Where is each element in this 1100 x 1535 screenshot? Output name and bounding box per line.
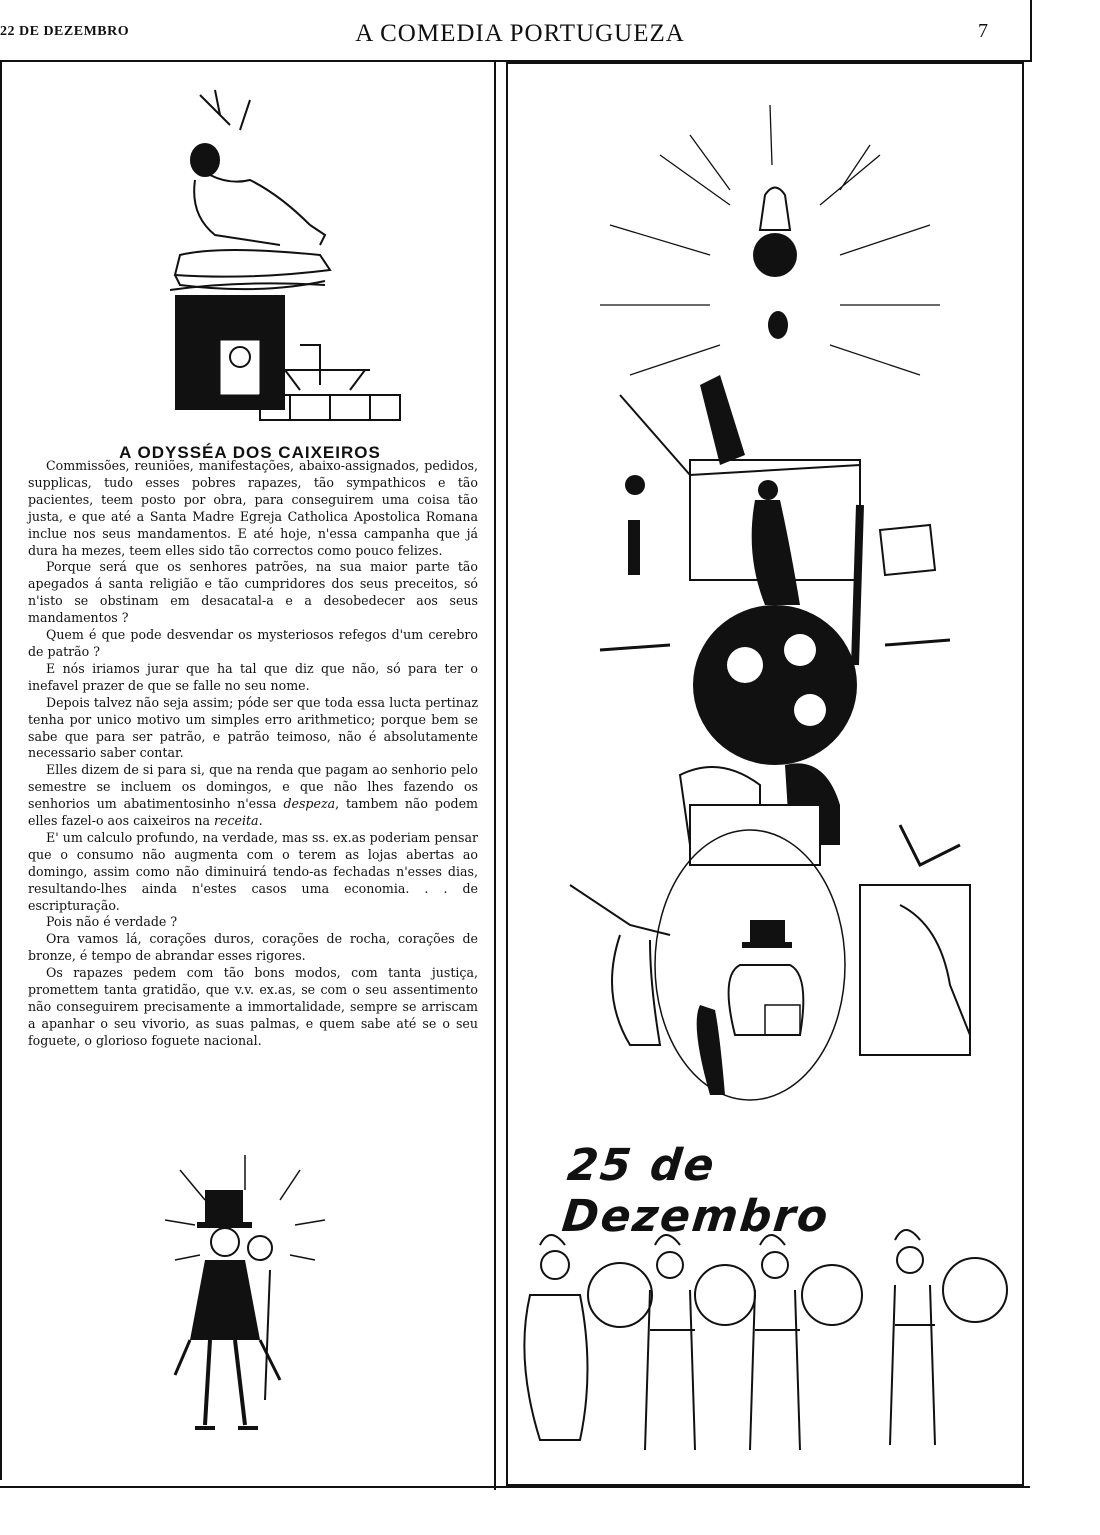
publication-title: A COMEDIA PORTUGUEZA	[355, 20, 685, 47]
paragraph-text: E' um calculo profundo, na verdade, mas ss. ex.as poderiam pensar que o consumo não augmenta com o terem as lojas abertas ao domingo, assim como não diminuirá tendo-as fechadas n'esses dias, resultando-lhes ainda n'estes casos uma economia. . . de escripturação.	[28, 829, 478, 913]
paragraph-text: Commissões, reuniões, manifestações, abaixo-assignados, pedidos, supplicas, tudo esses pobres rapazes, tão sympathicos e tão pacientes, teem posto por obra, para conseguirem uma coisa tão justa, e que até a Santa Madre Egreja Catholica Apostolica Romana inclue nos seus mandamentos. E até hoje, n'essa campanha que já dura ha mezes, teem elles sido tão correctos como pouco felizes.	[28, 458, 478, 558]
paragraph-text: Elles dizem de si para si, que na renda que pagam ao senhorio pelo semestre se incluem os domingos, e que não lhes fazendo os senhorios um abatimentosinho n'essa	[28, 762, 478, 812]
column-divider	[494, 60, 496, 1490]
paragraph-text: Quem é que pode desvendar os mysteriosos refegos d'um cerebro de patrão ?	[28, 627, 478, 659]
paragraph-text: , tambem não podem elles fazel-o aos caixeiros na	[28, 796, 478, 829]
article-paragraph	[28, 661, 478, 695]
christmas-heading	[559, 1140, 965, 1242]
paragraph-text: E nós iriamos jurar que ha tal que diz que não, só para ter o inefavel prazer de que se falle no seu nome.	[28, 660, 478, 693]
paragraph-text: Porque será que os senhores patrões, na sua maior parte tão apegados á santa religião e tão cumpridores dos seus preceitos, só n'isto se obstinam em desacatal-a e a desobedecer aos seus mandamentos ?	[28, 559, 478, 626]
paragraph-text: Ora vamos lá, corações duros, corações de rocha, corações de bronze, é tempo de abrandar esses rigores.	[28, 931, 478, 964]
left-column-rule	[0, 60, 2, 1480]
caixeiro-ledger-illustration	[160, 85, 410, 430]
article-body	[28, 458, 478, 1050]
article-paragraph	[28, 931, 478, 965]
cooks-carrying-geese-illustration	[510, 1220, 1020, 1470]
italic-word: despeza	[283, 796, 336, 812]
article-paragraph	[28, 965, 478, 1050]
gentleman-top-hat-illustration	[150, 1150, 340, 1460]
article-paragraph	[28, 695, 478, 763]
article-paragraph	[28, 762, 478, 830]
article-paragraph	[28, 458, 478, 559]
paragraph-text: Pois não é verdade ?	[46, 914, 178, 930]
issue-date: 22 DE DEZEMBRO	[0, 24, 130, 39]
italic-word: receita	[213, 813, 259, 829]
article-title: A ODYSSÉA DOS CAIXEIROS	[119, 443, 381, 463]
article-paragraph	[28, 559, 478, 627]
article-paragraph	[28, 627, 478, 661]
paragraph-text: .	[258, 813, 263, 829]
christmas-composition-illustration	[540, 105, 1010, 1125]
page-number: 7	[978, 20, 988, 42]
article-paragraph	[28, 830, 478, 915]
article-paragraph	[28, 914, 478, 931]
paragraph-text: Os rapazes pedem com tão bons modos, com tanta justiça, promettem tanta gratidão, que v.v. ex.as, se com o seu assentimento não conseguirem precisamente a immortalidade, sempre se arriscam a apanhar o seu vivorio, as suas palmas, e quem sabe até se o seu foguete, o glorioso foguete nacional.	[28, 965, 478, 1048]
bottom-rule	[0, 1486, 1030, 1488]
masthead	[0, 0, 1032, 62]
christmas-heading-text: 25 de Dezembro	[559, 1140, 833, 1242]
paragraph-text: Depois talvez não seja assim; póde ser que toda essa lucta pertinaz tenha por unico motivo um simples erro arithmetico; porque bem se sabe que para ser patrão, e patrão teimoso, não é absolutamente necessario saber contar.	[28, 694, 478, 761]
